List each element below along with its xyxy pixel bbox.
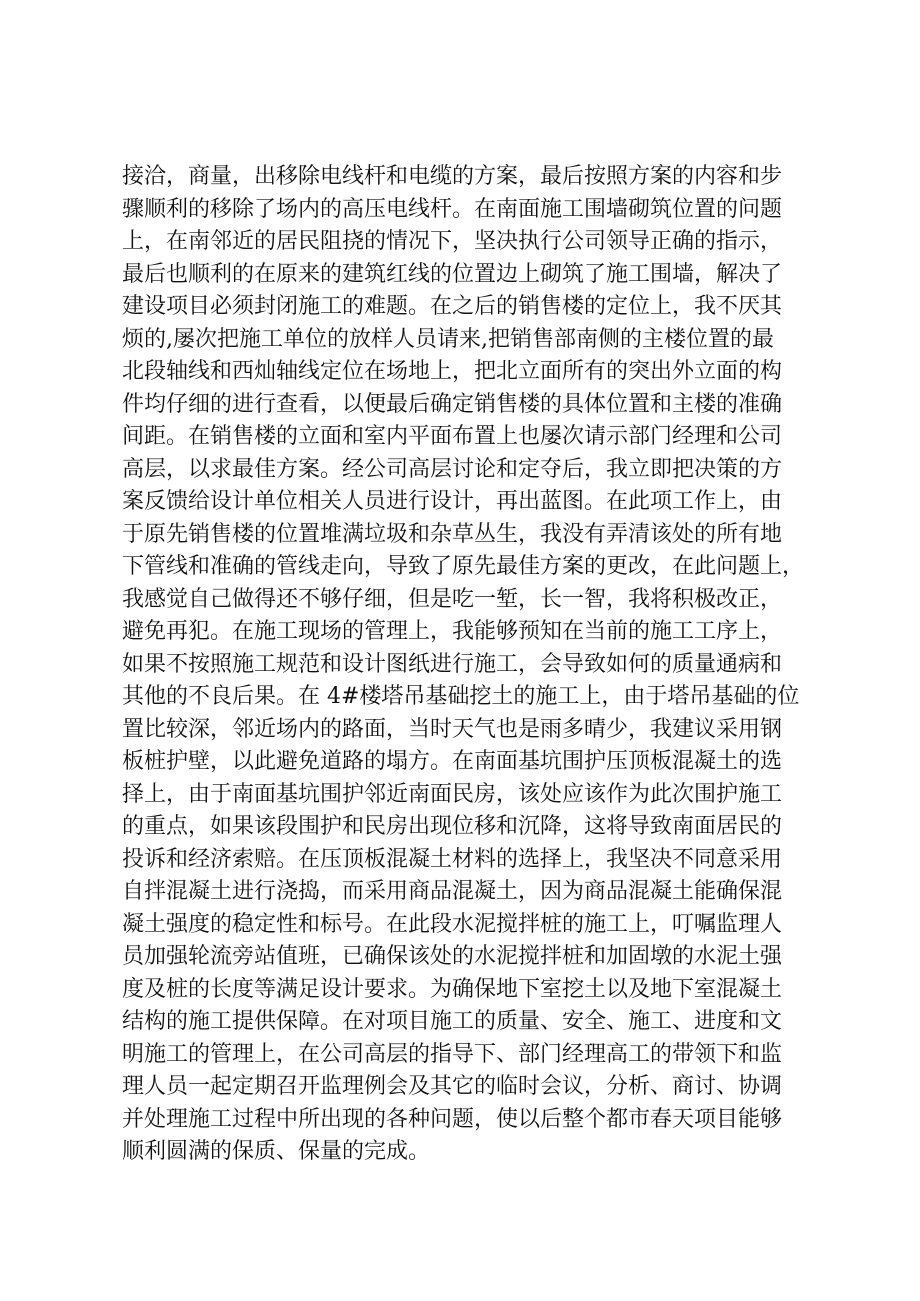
text-line: 件均仔细的进行查看，以便最后确定销售楼的具体位置和主楼的准确	[122, 391, 783, 417]
body-paragraph	[122, 161, 842, 1169]
text-line: 我感觉自己做得还不够仔细，但是吃一堑，长一智，我将积极改正，	[122, 586, 783, 612]
text-line: 避免再犯。在施工现场的管理上，我能够预知在当前的施工工序上，	[122, 619, 783, 644]
text-line: 建设项目必须封闭施工的难题。在之后的销售楼的定位上，我不厌其	[122, 294, 783, 319]
text-line: 其他的不良后果。在 4#楼塔吊基础挖土的施工上，由于塔吊基础的位	[122, 684, 800, 709]
text-line: 理人员一起定期召开监理例会及其它的临时会议，分析、商讨、协调	[122, 1074, 783, 1099]
text-line: 结构的施工提供保障。在对项目施工的质量、安全、施工、进度和文	[122, 1009, 783, 1034]
text-line: 最后也顺利的在原来的建筑红线的位置边上砌筑了施工围墙，解决了	[122, 261, 783, 287]
text-line: 顺利圆满的保质、保量的完成。	[122, 1139, 431, 1164]
text-line: 间距。在销售楼的立面和室内平面布置上也屡次请示部门经理和公司	[122, 424, 783, 449]
text-line: 置比较深，邻近场内的路面，当时天气也是雨多晴少，我建议采用钢	[122, 716, 783, 742]
text-line: 上，在南邻近的居民阻挠的情况下，坚决执行公司领导正确的指示，	[122, 229, 783, 254]
text-line: 板桩护壁，以此避免道路的塌方。在南面基坑围护压顶板混凝土的选	[122, 749, 783, 774]
text-line: 自拌混凝土进行浇捣，而采用商品混凝土，因为商品混凝土能确保混	[122, 879, 783, 904]
text-line: 如果不按照施工规范和设计图纸进行施工，会导致如何的质量通病和	[122, 651, 783, 677]
text-line: 凝土强度的稳定性和标号。在此段水泥搅拌桩的施工上，叮嘱监理人	[122, 911, 783, 937]
text-line: 于原先销售楼的位置堆满垃圾和杂草丛生，我没有弄清该处的所有地	[122, 521, 783, 547]
text-line: 并处理施工过程中所出现的各种问题，使以后整个都市春天项目能够	[122, 1106, 783, 1132]
text-line: 的重点，如果该段围护和民房出现位移和沉降，这将导致南面居民的	[122, 814, 783, 839]
text-line: 择上，由于南面基坑围护邻近南面民房，该处应该作为此次围护施工	[122, 781, 783, 807]
text-line: 北段轴线和西灿轴线定位在场地上，把北立面所有的突出外立面的构	[122, 359, 783, 384]
text-line: 接洽，商量，出移除电线杆和电缆的方案，最后按照方案的内容和步	[122, 164, 783, 189]
text-line: 度及桩的长度等满足设计要求。为确保地下室挖土以及地下室混凝土	[122, 976, 783, 1002]
text-line: 下管线和准确的管线走向，导致了原先最佳方案的更改，在此问题上，	[122, 554, 805, 579]
text-line: 骤顺利的移除了场内的高压电线杆。在南面施工围墙砌筑位置的问题	[122, 196, 783, 222]
text-line: 案反馈给设计单位相关人员进行设计，再出蓝图。在此项工作上，由	[122, 489, 783, 514]
text-line: 烦的,屡次把施工单位的放样人员请来,把销售部南侧的主楼位置的最	[122, 326, 774, 352]
text-line: 员加强轮流旁站值班，已确保该处的水泥搅拌桩和加固墩的水泥土强	[122, 944, 783, 969]
text-line: 投诉和经济索赔。在压顶板混凝土材料的选择上，我坚决不同意采用	[122, 846, 783, 872]
text-line: 明施工的管理上，在公司高层的指导下、部门经理高工的带领下和监	[122, 1041, 783, 1067]
text-line: 高层，以求最佳方案。经公司高层讨论和定夺后，我立即把决策的方	[122, 456, 783, 482]
